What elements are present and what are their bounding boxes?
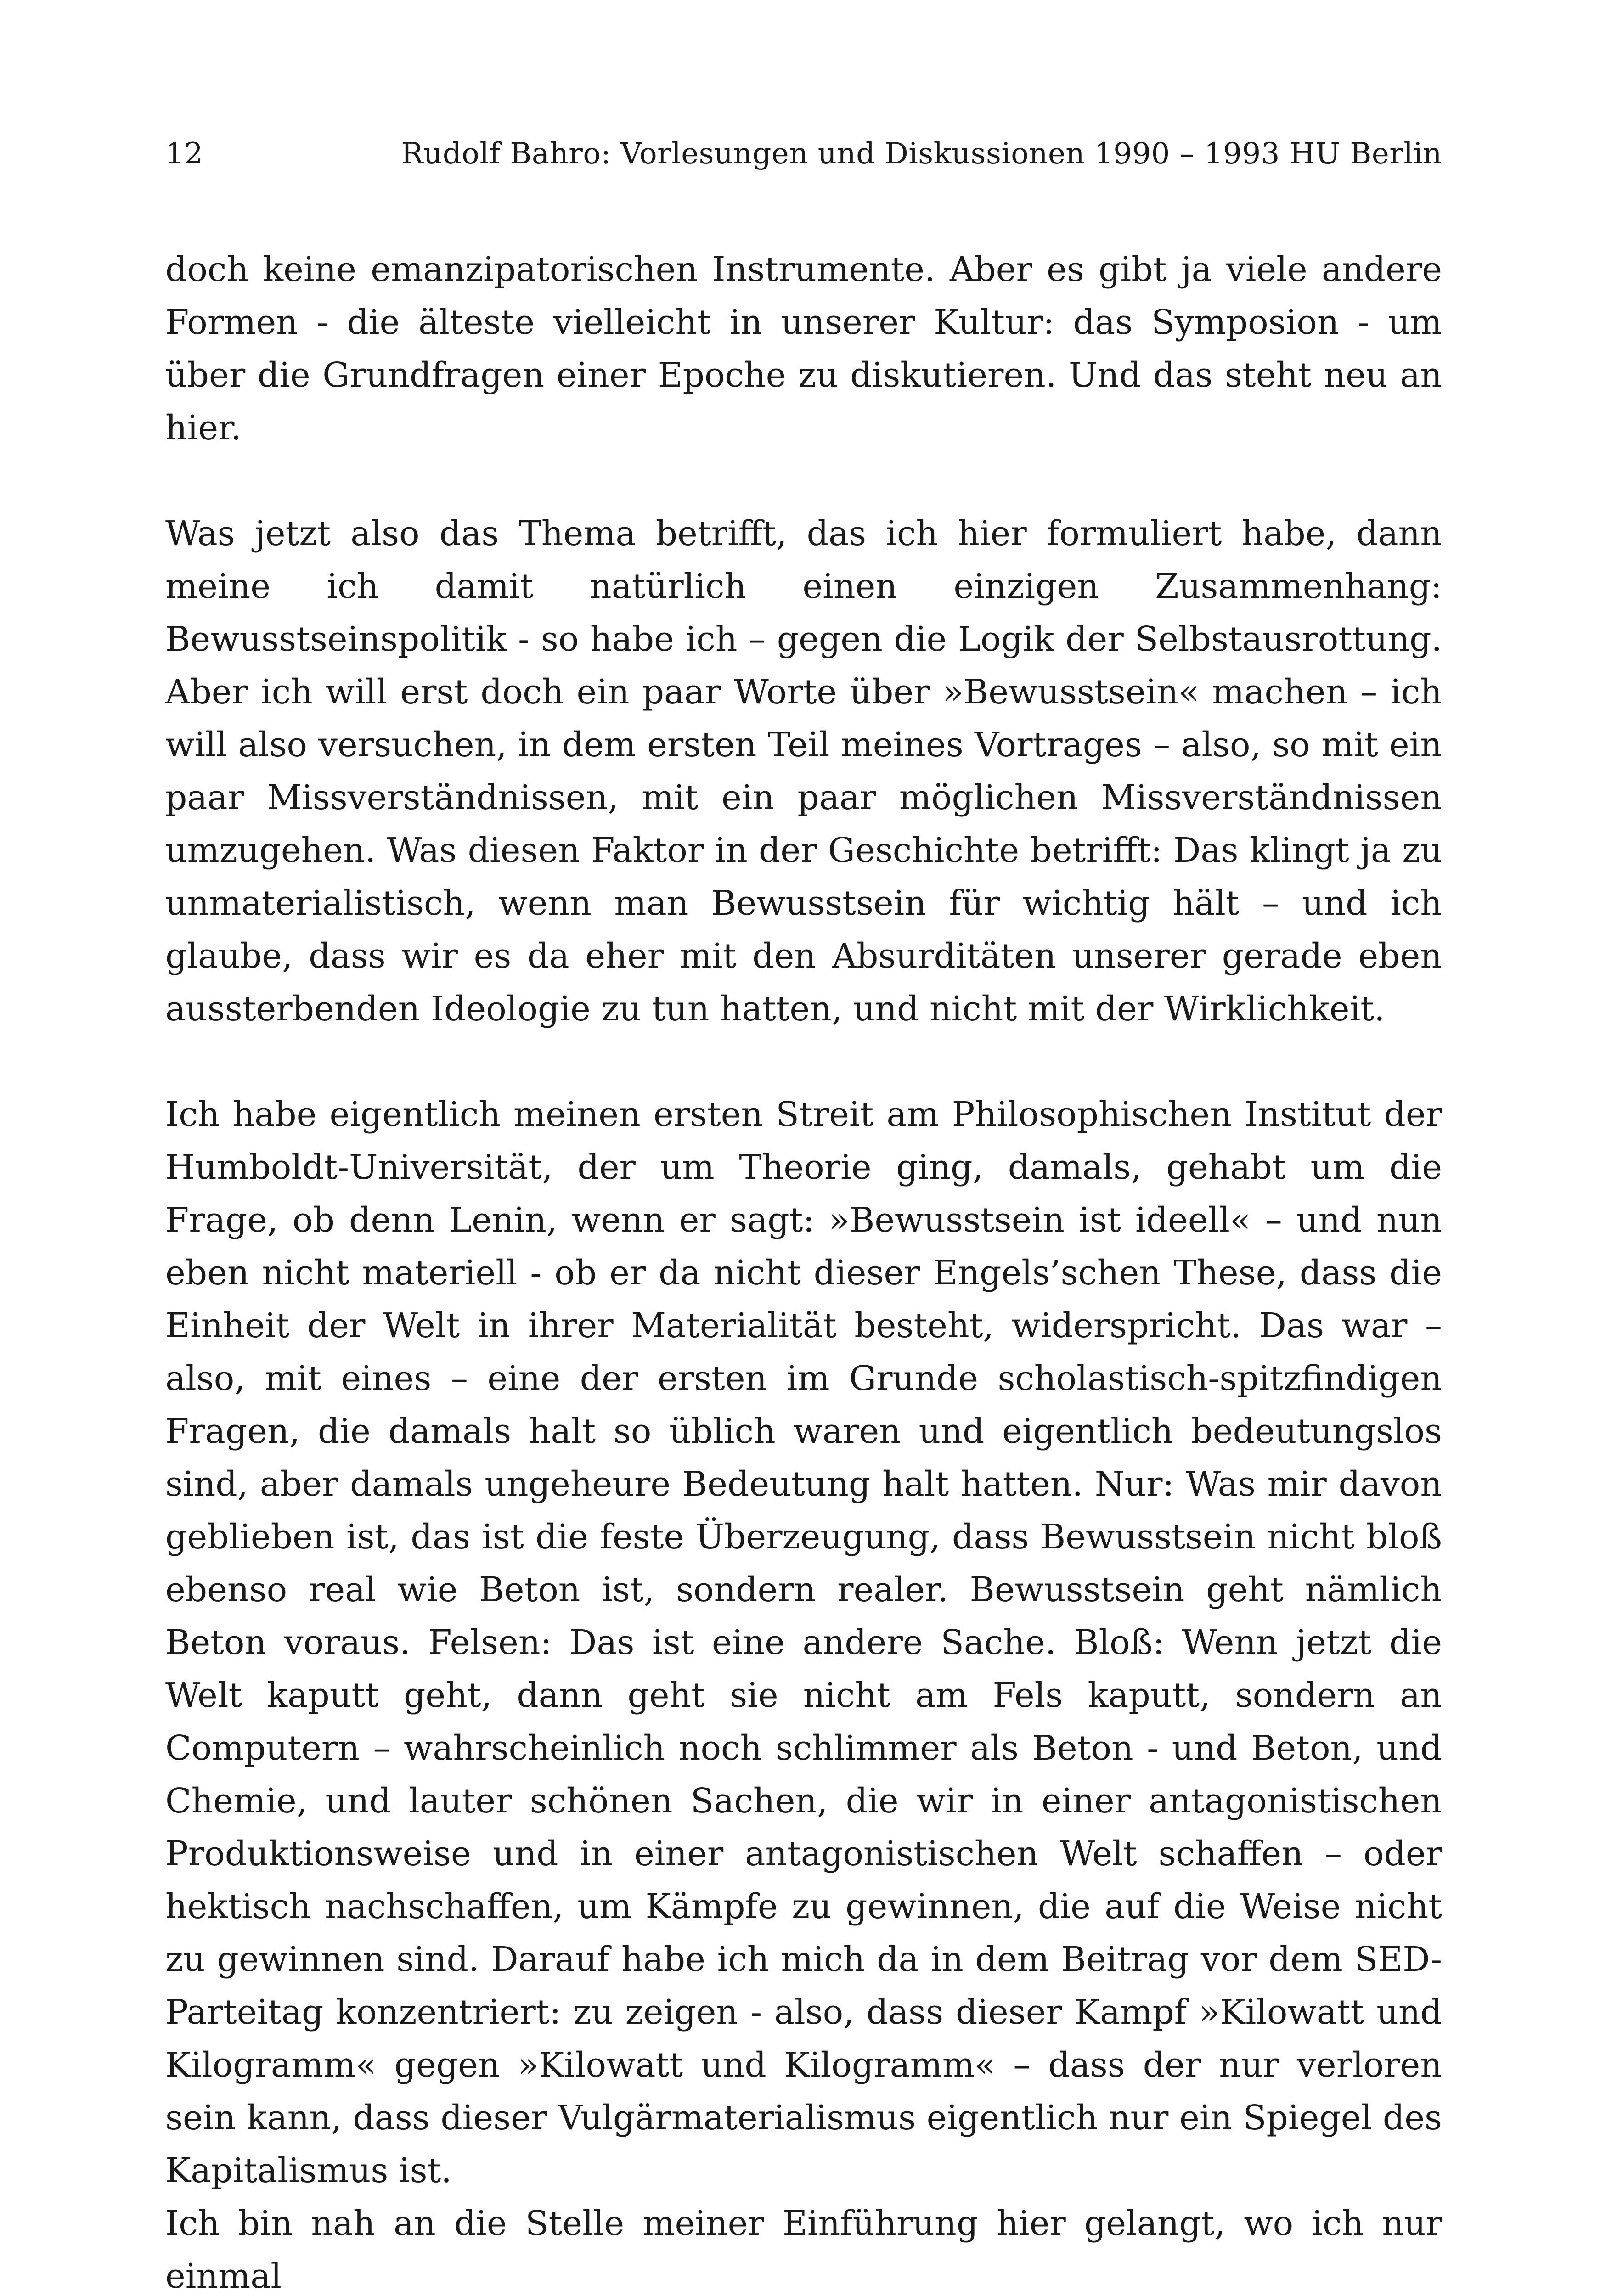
paragraph-3: Ich habe eigentlich meinen ersten Streit am Philosophischen Institut der Humboldt-Universität, der um Theorie ging, damals, gehabt um die Frage, ob denn Lenin, wenn er sagt: »Bewusstsein ist ideell« – und nun eben nicht materiell - ob er da nicht dieser Engels’schen These, dass die Einheit der Welt in ihrer Materialität besteht, widerspricht. Das war – also, mit eines – eine der ersten im Grunde scholastisch-spitzfindigen Fragen, die damals halt so üblich waren und eigentlich bedeutungslos sind, aber damals ungeheure Bedeutung halt hatten. Nur: Was mir davon geblieben ist, das ist die feste Überzeugung, dass Bewusstsein nicht bloß ebenso real wie Beton ist, sondern realer. Bewusstsein geht nämlich Beton voraus. Felsen: Das ist eine andere Sache. Bloß: Wenn jetzt die Welt kaputt geht, dann geht sie nicht am Fels kaputt, sondern an Computern – wahrscheinlich noch schlimmer als Beton - und Beton, und Chemie, und lauter schönen Sachen, die wir in einer antagonistischen Produktionsweise und in einer antagonistischen Welt schaffen – oder hektisch nachschaffen, um Kämpfe zu gewinnen, die auf die Weise nicht zu gewinnen sind. Darauf habe ich mich da in dem Beitrag vor dem SED-Parteitag konzentriert: zu zeigen - also, dass dieser Kampf »Kilowatt und Kilogramm« gegen »Kilowatt und Kilogramm« – dass der nur verloren sein kann, dass dieser Vulgärmaterialismus eigentlich nur ein Spiegel des Kapitalismus ist. (165, 1095, 1442, 2190)
body-text (165, 243, 1442, 2296)
page-number: 12 (165, 137, 203, 171)
page-header (165, 129, 1442, 179)
running-title: Rudolf Bahro: Vorlesungen und Diskussionen 1990 – 1993 HU Berlin (401, 137, 1442, 171)
paragraph-1: doch keine emanzipatorischen Instrumente. Aber es gibt ja viele andere Formen - die älteste vielleicht in unserer Kultur: das Symposion - um über die Grundfragen einer Epoche zu diskutieren. Und das steht neu an hier. (165, 250, 1442, 448)
paragraph-4: Ich bin nah an die Stelle meiner Einführung hier gelangt, wo ich nur einmal (165, 2204, 1442, 2296)
paragraph-2: Was jetzt also das Thema betrifft, das ich hier formuliert habe, dann meine ich damit natürlich einen einzigen Zusammenhang: Bewusstseinspolitik - so habe ich – gegen die Logik der Selbstausrottung. Aber ich will erst doch ein paar Worte über »Bewusstsein« machen – ich will also versuchen, in dem ersten Teil meines Vortrages – also, so mit ein paar Missverständnissen, mit ein paar möglichen Missverständnissen umzugehen. Was diesen Faktor in der Geschichte betrifft: Das klingt ja zu unmaterialistisch, wenn man Bewusstsein für wichtig hält – und ich glaube, dass wir es da eher mit den Absurditäten unserer gerade eben aussterbenden Ideologie zu tun hatten, und nicht mit der Wirklichkeit. (165, 514, 1442, 1029)
